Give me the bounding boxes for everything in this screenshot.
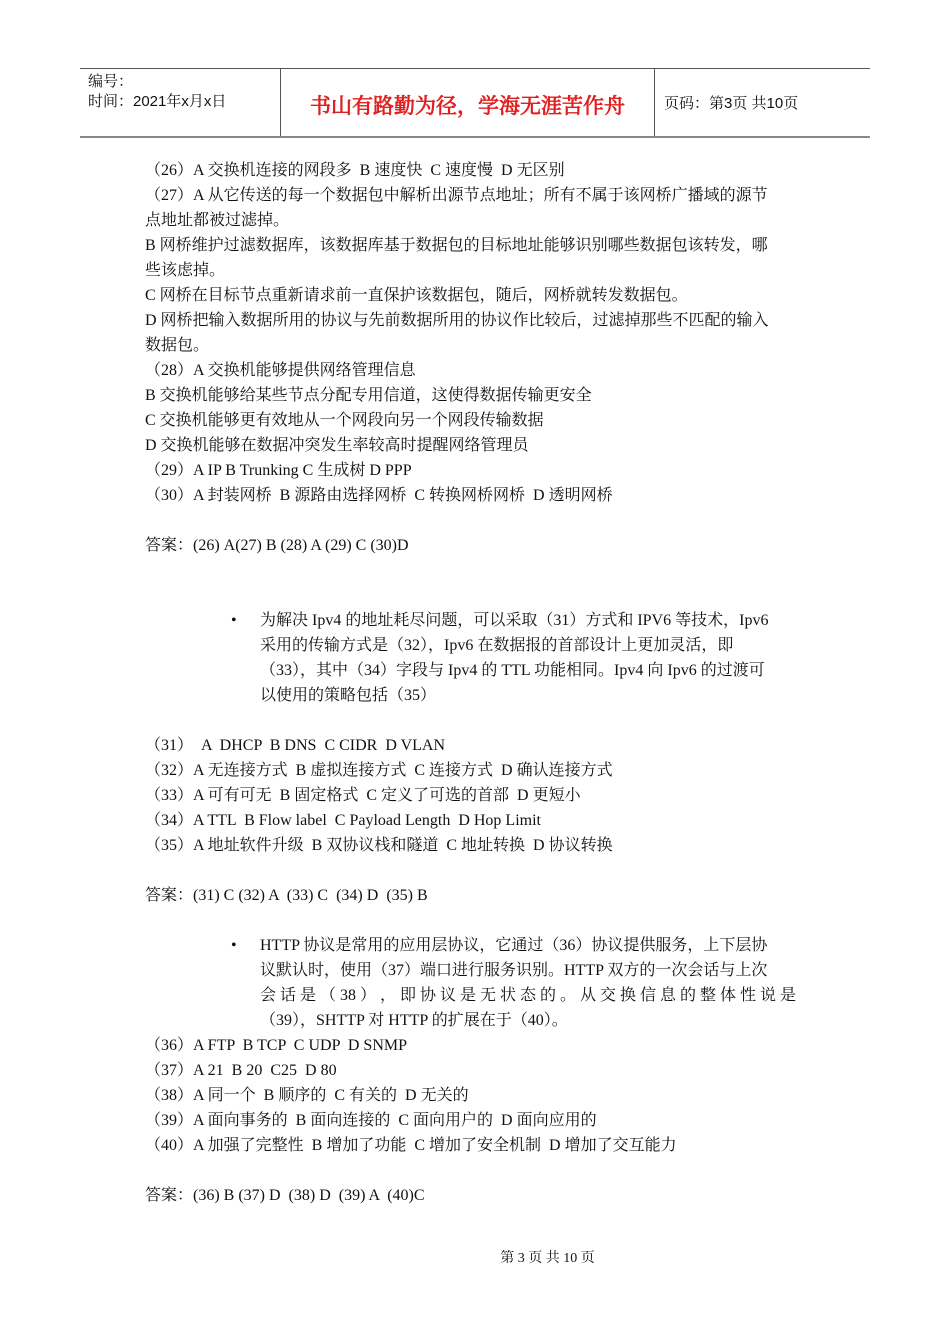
text-line [145,308,810,333]
document-time-label: 时间：2021年x月x日 [88,93,227,110]
text-line [145,833,810,858]
line-text: （35）A 地址软件升级 B 双协议栈和隧道 C 地址转换 D 协议转换 [145,837,613,854]
line-text: （29）A IP B Trunking C 生成树 D PPP [145,462,412,479]
line-text: C 网桥在目标节点重新请求前一直保护该数据包，随后，网桥就转发数据包。 [145,287,688,304]
line-text: （33）A 可有可无 B 固定格式 C 定义了可选的首部 D 更短小 [145,787,581,804]
line-text: 为解决 Ipv4 的地址耗尽问题，可以采取（31）方式和 IPV6 等技术，Ipv6 [260,612,769,629]
line-text: （30）A 封装网桥 B 源路由选择网桥 C 转换网桥网桥 D 透明网桥 [145,487,613,504]
line-text: （32）A 无连接方式 B 虚拟连接方式 C 连接方式 D 确认连接方式 [145,762,613,779]
text-line [145,283,810,308]
blank-line [145,908,810,933]
header-motto: 书山有路勤为径，学海无涯苦作舟 [281,69,655,136]
text-line [145,983,810,1008]
line-text: （34）A TTL B Flow label C Payload Length D Hop Limit [145,812,541,829]
text-line [145,1033,810,1058]
text-line [145,383,810,408]
text-line [145,458,810,483]
line-text: 会 话 是 （ 38 ） ， 即 协 议 是 无 状 态 的 。 从 交 换 信 息 的 整 体 性 说 是 [260,987,797,1004]
line-text: HTTP 协议是常用的应用层协议，它通过（36）协议提供服务，上下层协 [260,937,768,954]
text-line [145,1008,810,1033]
line-text: B 网桥维护过滤数据库，该数据库基于数据包的目标地址能够识别哪些数据包该转发，哪 [145,237,768,254]
line-text: C 交换机能够更有效地从一个网段向另一个网段传输数据 [145,412,544,429]
text-line [145,408,810,433]
line-text: 答案：(26) A(27) B (28) A (29) C (30)D [145,537,409,554]
line-text: 答案：(31) C (32) A (33) C (34) D (35) B [145,887,428,904]
text-line [145,358,810,383]
line-text: （27）A 从它传送的每一个数据包中解析出源节点地址；所有不属于该网桥广播域的源节 [145,187,768,204]
text-line [145,258,810,283]
line-text: （40）A 加强了完整性 B 增加了功能 C 增加了安全机制 D 增加了交互能力 [145,1137,677,1154]
text-line [145,233,810,258]
text-line [145,483,810,508]
text-line [145,208,810,233]
bullet-icon: • [231,612,237,629]
line-text: 数据包。 [145,337,210,354]
text-line [145,533,810,558]
line-text: （36）A FTP B TCP C UDP D SNMP [145,1037,408,1054]
line-text: 议默认时，使用（37）端口进行服务识别。HTTP 双方的一次会话与上次 [260,962,768,979]
line-text: D 网桥把输入数据所用的协议与先前数据所用的协议作比较后，过滤掉那些不匹配的输入 [145,312,769,329]
line-text: （39），SHTTP 对 HTTP 的扩展在于（40）。 [260,1012,568,1029]
blank-line [145,508,810,533]
line-text: D 交换机能够在数据冲突发生率较高时提醒网络管理员 [145,437,529,454]
text-line [145,1083,810,1108]
document-body [145,158,810,1208]
line-text: B 交换机能够给某些节点分配专用信道，这使得数据传输更安全 [145,387,592,404]
line-text: （31） A DHCP B DNS C CIDR D VLAN [145,737,446,754]
page-header [80,68,870,138]
text-line [145,1183,810,1208]
text-line [145,933,810,958]
blank-line [145,1158,810,1183]
text-line [145,883,810,908]
text-line [145,1058,810,1083]
line-text: （26）A 交换机连接的网段多 B 速度快 C 速度慢 D 无区别 [145,162,565,179]
text-line [145,183,810,208]
text-line [145,608,810,633]
blank-line [145,708,810,733]
text-line [145,758,810,783]
header-meta [80,69,281,136]
text-line [145,1108,810,1133]
line-text: 点地址都被过滤掉。 [145,212,290,229]
line-text: （28）A 交换机能够提供网络管理信息 [145,362,416,379]
blank-line [145,583,810,608]
line-text: 以使用的策略包括（35） [260,687,437,704]
text-line [145,783,810,808]
text-line [145,958,810,983]
text-line [145,808,810,833]
bullet-icon: • [231,937,237,954]
text-line [145,333,810,358]
text-line [145,658,810,683]
line-text: 答案：(36) B (37) D (38) D (39) A (40)C [145,1187,425,1204]
text-line [145,633,810,658]
line-text: （37）A 21 B 20 C25 D 80 [145,1062,337,1079]
blank-line [145,558,810,583]
line-text: 采用的传输方式是（32），Ipv6 在数据报的首部设计上更加灵活，即 [260,637,734,654]
page-footer: 第 3 页 共 10 页 [500,1251,595,1266]
line-text: （39）A 面向事务的 B 面向连接的 C 面向用户的 D 面向应用的 [145,1112,597,1129]
header-page-number: 页码：第3页 共10页 [664,95,799,112]
document-number-label: 编号： [88,73,134,90]
line-text: （33），其中（34）字段与 Ipv4 的 TTL 功能相同。Ipv4 向 Ipv6 的过渡可 [260,662,765,679]
text-line [145,683,810,708]
line-text: 些该虑掉。 [145,262,226,279]
text-line [145,433,810,458]
text-line [145,1133,810,1158]
text-line [145,733,810,758]
blank-line [145,858,810,883]
text-line [145,158,810,183]
line-text: （38）A 同一个 B 顺序的 C 有关的 D 无关的 [145,1087,469,1104]
